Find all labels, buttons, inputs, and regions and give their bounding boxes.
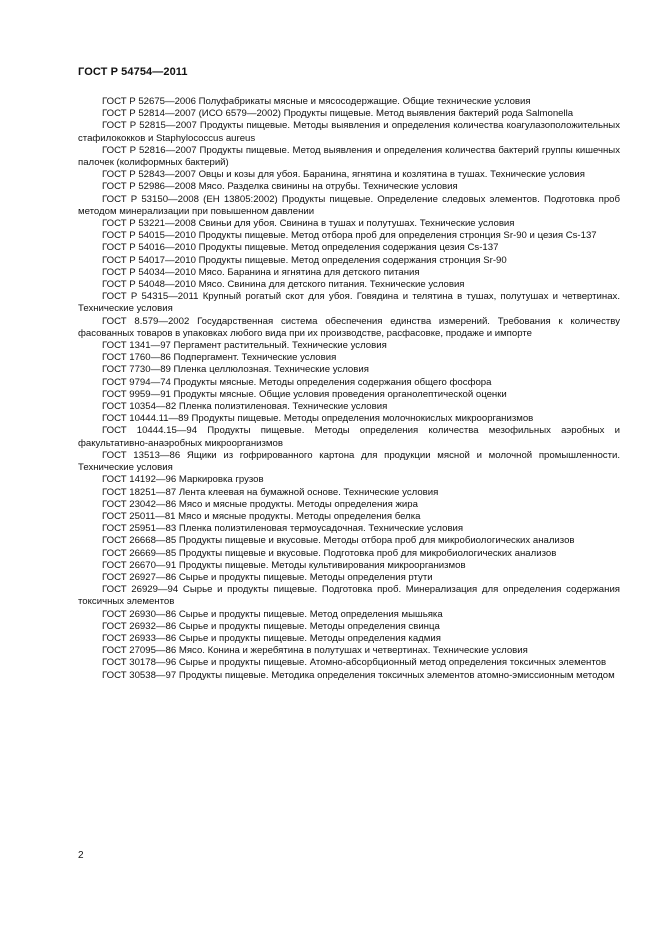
reference-entry: ГОСТ 14192—96 Маркировка грузов [102, 474, 264, 486]
reference-entry: ГОСТ Р 52816—2007 Продукты пищевые. Метод выявления и определения количества бактерий группы кишечных палочек (колиформных бактерий) [78, 144, 620, 169]
reference-entry: ГОСТ Р 54034—2010 Мясо. Баранина и ягнятина для детского питания [102, 266, 420, 278]
reference-entry: ГОСТ 26670—91 Продукты пищевые. Методы культивирования микроорганизмов [102, 559, 466, 571]
reference-entry: ГОСТ 7730—89 Пленка целлюлозная. Технические условия [102, 364, 369, 376]
references-list [78, 96, 620, 682]
reference-entry: ГОСТ Р 52815—2007 Продукты пищевые. Методы выявления и определения количества коагулазоположительных стафилококков и Staphylococcus aureus [78, 120, 620, 144]
page-number: 2 [78, 850, 84, 861]
reference-entry: ГОСТ 13513—86 Ящики из гофрированного картона для продукции мясной и молочной промышленности. Технические условия [78, 449, 620, 474]
reference-entry: ГОСТ 26929—94 Сырье и продукты пищевые. Подготовка проб. Минерализация для определения содержания токсичных элементов [78, 584, 620, 608]
reference-entry: ГОСТ 30538—97 Продукты пищевые. Методика определения токсичных элементов атомно-эмиссионным методом [102, 669, 615, 681]
reference-entry: ГОСТ 10444.11—89 Продукты пищевые. Методы определения молочнокислых микроорганизмов [102, 413, 534, 425]
reference-entry: ГОСТ 26933—86 Сырье и продукты пищевые. Методы определения кадмия [102, 632, 441, 644]
reference-entry: ГОСТ 1760—86 Подпергамент. Технические условия [102, 352, 337, 364]
reference-entry: ГОСТ 9959—91 Продукты мясные. Общие условия проведения органолептической оценки [102, 388, 507, 400]
reference-entry: ГОСТ 26932—86 Сырье и продукты пищевые. Методы определения свинца [102, 620, 440, 632]
reference-entry: ГОСТ Р 54315—2011 Крупный рогатый скот для убоя. Говядина и телятина в тушах, полутушах и четвертинах. Технические условия [78, 291, 620, 315]
reference-entry: ГОСТ 10444.15—94 Продукты пищевые. Методы определения количества мезофильных аэробных и факультативно-анаэробных микроорганизмов [78, 425, 620, 449]
reference-entry: ГОСТ Р 52843—2007 Овцы и козы для убоя. Баранина, ягнятина и козлятина в тушах. Технические условия [102, 169, 585, 181]
reference-entry: ГОСТ Р 53221—2008 Свиньи для убоя. Свинина в тушах и полутушах. Технические условия [102, 218, 515, 230]
reference-entry: ГОСТ 26930—86 Сырье и продукты пищевые. Метод определения мышьяка [102, 608, 443, 620]
reference-entry: ГОСТ 25951—83 Пленка полиэтиленовая термоусадочная. Технические условия [102, 523, 464, 535]
reference-entry: ГОСТ 18251—87 Лента клеевая на бумажной основе. Технические условия [102, 486, 439, 498]
reference-entry: ГОСТ 26927—86 Сырье и продукты пищевые. Методы определения ртути [102, 571, 433, 583]
reference-entry: ГОСТ 27095—86 Мясо. Конина и жеребятина в полутушах и четвертинах. Технические условия [102, 645, 528, 657]
page-header: ГОСТ Р 54754—2011 [78, 66, 188, 78]
reference-entry: ГОСТ Р 54017—2010 Продукты пищевые. Метод определения содержания стронция Sr-90 [102, 254, 507, 266]
reference-entry: ГОСТ 26669—85 Продукты пищевые и вкусовые. Подготовка проб для микробиологических анализов [102, 547, 557, 559]
reference-entry: ГОСТ 10354—82 Пленка полиэтиленовая. Технические условия [102, 401, 388, 413]
reference-entry: ГОСТ Р 54015—2010 Продукты пищевые. Метод отбора проб для определения стронция Sr-90 и цезия Cs-137 [102, 230, 597, 242]
reference-entry: ГОСТ 30178—96 Сырье и продукты пищевые. Атомно-абсорбционный метод определения токсичных элементов [102, 657, 607, 669]
reference-entry: ГОСТ 23042—86 Мясо и мясные продукты. Методы определения жира [102, 498, 418, 510]
reference-entry: ГОСТ Р 52814—2007 (ИСО 6579—2002) Продукты пищевые. Метод выявления бактерий рода Salmonella [102, 108, 574, 120]
reference-entry: ГОСТ 26668—85 Продукты пищевые и вкусовые. Методы отбора проб для микробиологических анализов [102, 535, 575, 547]
reference-entry: ГОСТ 9794—74 Продукты мясные. Методы определения содержания общего фосфора [102, 376, 492, 388]
reference-entry: ГОСТ 25011—81 Мясо и мясные продукты. Методы определения белка [102, 510, 421, 522]
reference-entry: ГОСТ Р 52986—2008 Мясо. Разделка свинины на отрубы. Технические условия [102, 181, 458, 193]
reference-entry: ГОСТ Р 52675—2006 Полуфабрикаты мясные и мясосодержащие. Общие технические условия [102, 96, 531, 107]
reference-entry: ГОСТ Р 54048—2010 Мясо. Свинина для детского питания. Технические условия [102, 279, 465, 291]
reference-entry: ГОСТ 8.579—2002 Государственная система обеспечения единства измерений. Требования к количеству фасованных товаров в упаковках любого вида при их производстве, расфасовке, продаже и импорте [78, 315, 620, 339]
reference-entry: ГОСТ Р 54016—2010 Продукты пищевые. Метод определения содержания цезия Cs-137 [102, 242, 499, 254]
reference-entry: ГОСТ 1341—97 Пергамент растительный. Технические условия [102, 340, 387, 352]
reference-entry: ГОСТ Р 53150—2008 (ЕН 13805:2002) Продукты пищевые. Определение следовых элементов. Подготовка проб методом минерализации при повышенном давлении [78, 193, 620, 217]
